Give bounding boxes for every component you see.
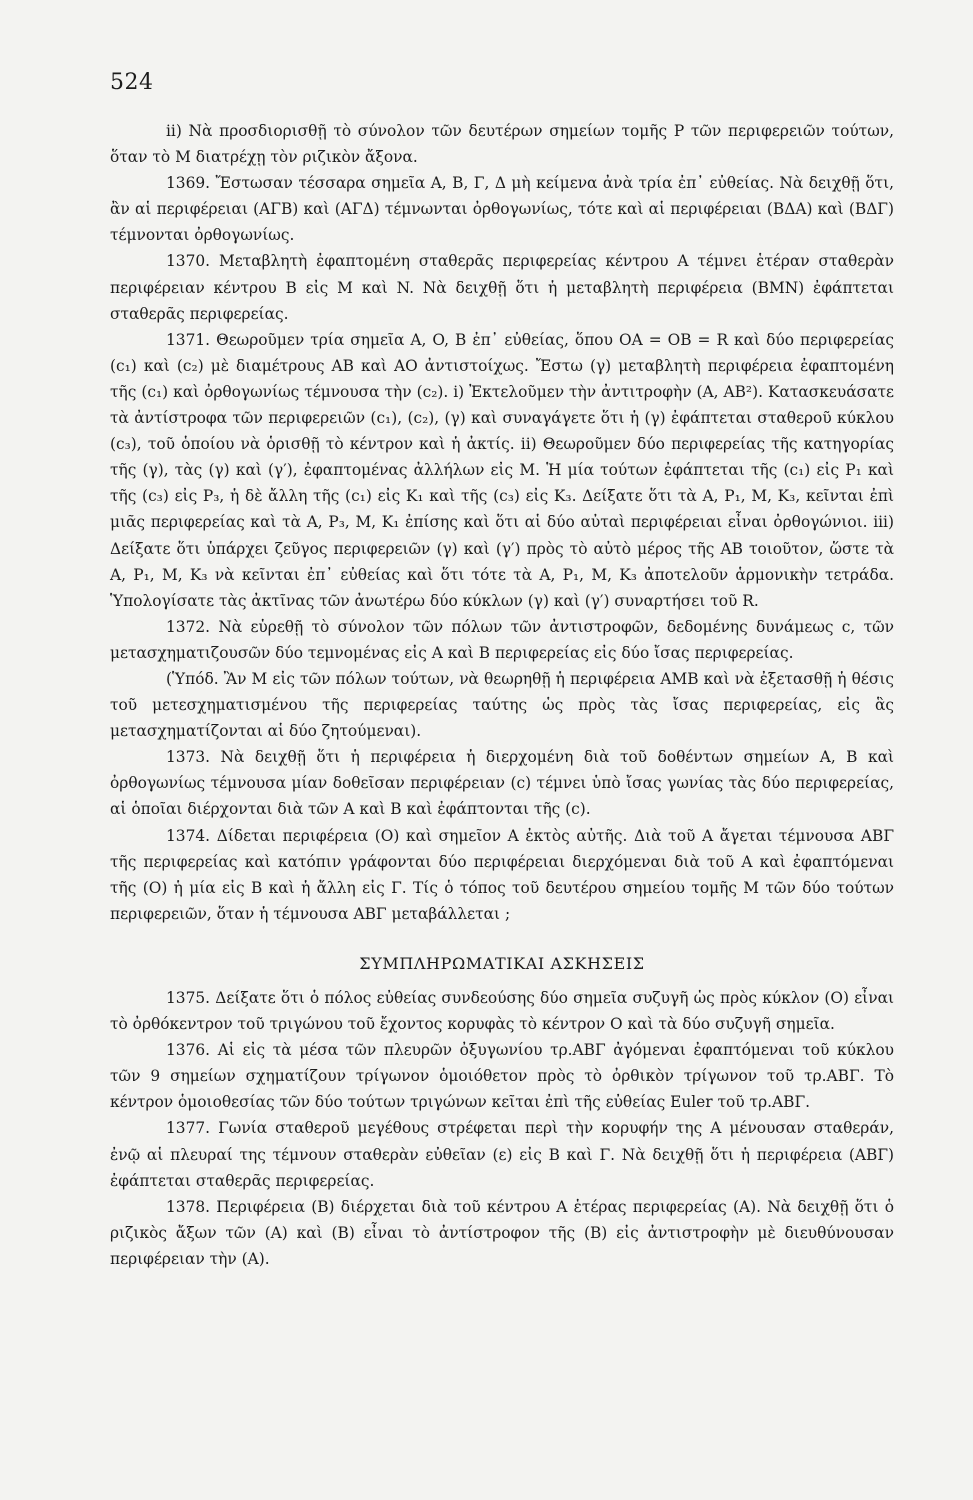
exercise-1373: 1373. Νὰ δειχθῇ ὅτι ἡ περιφέρεια ἡ διερχομένη διὰ τοῦ δοθέντων σημείων A, B καὶ ὀρθογωνίως τέμνουσα μίαν δοθεῖσαν περιφέρειαν (c) τέμνει ὑπὸ ἴσας γωνίας τὰς δύο περιφερείας, αἱ ὁποῖαι διέρχονται διὰ τῶν A καὶ B καὶ ἐφάπτονται τῆς (c).	[110, 748, 894, 819]
exercise-1372-hint: (Ὑπόδ. Ἂν M εἰς τῶν πόλων τούτων, νὰ θεωρηθῇ ἡ περιφέρεια AMB καὶ νὰ ἐξετασθῇ ἡ θέσις τοῦ μετεσχηματισμένου τῆς περιφερείας ταύτης ὡς πρὸς τὰς ἴσας περιφερείας, εἰς ἃς μετασχηματίζονται αἱ δύο ζητούμεναι).	[110, 669, 894, 741]
exercise-1375: 1375. Δείξατε ὅτι ὁ πόλος εὐθείας συνδεούσης δύο σημεῖα συζυγῆ ὡς πρὸς κύκλον (O) εἶναι τὸ ὀρθόκεντρον τοῦ τριγώνου τοῦ ἔχοντος κορυφὰς τὸ κέντρον O καὶ τὰ δύο συζυγῆ σημεῖα.	[110, 989, 894, 1034]
exercise-1372: 1372. Νὰ εὑρεθῇ τὸ σύνολον τῶν πόλων τῶν ἀντιστροφῶν, δεδομένης δυνάμεως c, τῶν μετασχηματιζουσῶν δύο τεμνομένας εἰς A καὶ B περιφερείας εἰς δύο ἴσας περιφερείας.	[110, 617, 894, 662]
exercise-paragraph: ii) Νὰ προσδιορισθῇ τὸ σύνολον τῶν δευτέρων σημείων τομῆς P τῶν περιφερειῶν τούτων, ὅταν τὸ M διατρέχῃ τὸν ριζικὸν ἄξονα.	[110, 122, 894, 167]
exercise-1369: 1369. Ἔστωσαν τέσσαρα σημεῖα A, B, Γ, Δ μὴ κείμενα ἀνὰ τρία ἐπ᾽ εὐθείας. Νὰ δειχθῇ ὅτι, ἂν αἱ περιφέρειαι (ΑΓΒ) καὶ (ΑΓΔ) τέμνωνται ὀρθογωνίως, τότε καὶ αἱ περιφέρειαι (ΒΔΑ) καὶ (ΒΔΓ) τέμνονται ὀρθογωνίως.	[110, 174, 894, 245]
page-body	[110, 118, 894, 1272]
section-heading: ΣΥΜΠΛΗΡΩΜΑΤΙΚΑΙ ΑΣΚΗΣΕΙΣ	[359, 953, 645, 973]
exercise-1377: 1377. Γωνία σταθεροῦ μεγέθους στρέφεται περὶ τὴν κορυφήν της A μένουσαν σταθεράν, ἐνῷ αἱ πλευραί της τέμνουν σταθερὰν εὐθεῖαν (ε) εἰς B καὶ Γ. Νὰ δειχθῇ ὅτι ἡ περιφέρεια (ΑΒΓ) ἐφάπτεται σταθερᾶς περιφερείας.	[110, 1119, 894, 1190]
exercise-1374: 1374. Δίδεται περιφέρεια (O) καὶ σημεῖον A ἐκτὸς αὐτῆς. Διὰ τοῦ A ἄγεται τέμνουσα ΑΒΓ τῆς περιφερείας καὶ κατόπιν γράφονται δύο περιφέρειαι διερχόμεναι διὰ τοῦ A καὶ ἐφαπτόμεναι τῆς (O) ἡ μία εἰς B καὶ ἡ ἄλλη εἰς Γ. Τίς ὁ τόπος τοῦ δευτέρου σημείου τομῆς M τῶν δύο τούτων περιφερειῶν, ὅταν ἡ τέμνουσα ΑΒΓ μεταβάλλεται ;	[110, 826, 894, 923]
exercise-1378: 1378. Περιφέρεια (B) διέρχεται διὰ τοῦ κέντρου A ἑτέρας περιφερείας (A). Νὰ δειχθῇ ὅτι ὁ ριζικὸς ἄξων τῶν (A) καὶ (B) εἶναι τὸ ἀντίστροφον τῆς (B) εἰς ἀντιστροφὴν μὲ διευθύνουσαν περιφέρειαν τὴν (A).	[110, 1197, 894, 1268]
exercise-1371: 1371. Θεωροῦμεν τρία σημεῖα A, O, B ἐπ᾽ εὐθείας, ὅπου OA = OB = R καὶ δύο περιφερείας (c₁) καὶ (c₂) μὲ διαμέτρους AB καὶ AO ἀντιστοίχως. Ἔστω (γ) μεταβλητὴ περιφέρεια ἐφαπτομένη τῆς (c₁) καὶ ὀρθογωνίως τέμνουσα τὴν (c₂). i) Ἐκτελοῦμεν τὴν ἀντιτροφὴν (A, AB²). Κατασκευάσατε τὰ ἀντίστροφα τῶν περιφερειῶν (c₁), (c₂), (γ) καὶ συναγάγετε ὅτι ἡ (γ) ἐφάπτεται σταθεροῦ κύκλου (c₃), τοῦ ὁποίου νὰ ὁρισθῇ τὸ κέντρον καὶ ἡ ἀκτίς. ii) Θεωροῦμεν δύο περιφερείας τῆς κατηγορίας τῆς (γ), τὰς (γ) καὶ (γ′), ἐφαπτομένας ἀλλήλων εἰς M. Ἡ μία τούτων ἐφάπτεται τῆς (c₁) εἰς P₁ καὶ τῆς (c₃) εἰς P₃, ἡ δὲ ἄλλη τῆς (c₁) εἰς K₁ καὶ τῆς (c₃) εἰς K₃. Δείξατε ὅτι τὰ A, P₁, M, K₃, κεῖνται ἐπὶ μιᾶς περιφερείας καὶ τὰ A, P₃, M, K₁ ἐπίσης καὶ ὅτι αἱ δύο αὐταὶ περιφέρειαι εἶναι ὀρθογώνιοι. iii) Δείξατε ὅτι ὑπάρχει ζεῦγος περιφερειῶν (γ) καὶ (γ′) πρὸς τὸ αὐτὸ μέρος τῆς AB τοιοῦτον, ὥστε τὰ A, P₁, M, K₃ νὰ κεῖνται ἐπ᾽ εὐθείας καὶ ὅτι τότε τὰ A, P₁, M, K₃ ἀποτελοῦν ἁρμονικὴν τετράδα. Ὑπολογίσατε τὰς ἀκτῖνας τῶν ἀνωτέρω δύο κύκλων (γ) καὶ (γ′) συναρτήσει τοῦ R.	[110, 330, 894, 610]
exercise-1376: 1376. Αἱ εἰς τὰ μέσα τῶν πλευρῶν ὀξυγωνίου τρ.ΑΒΓ ἀγόμεναι ἐφαπτόμεναι τοῦ κύκλου τῶν 9 σημείων σχηματίζουν τρίγωνον ὁμοιόθετον πρὸς τὸ ὀρθικὸν τρίγωνον τοῦ τρ.ΑΒΓ. Τὸ κέντρον ὁμοιοθεσίας τῶν δύο τούτων τριγώνων κεῖται ἐπὶ τῆς εὐθείας Euler τοῦ τρ.ΑΒΓ.	[110, 1041, 894, 1112]
page-number: 524	[110, 70, 154, 95]
exercise-1370: 1370. Μεταβλητὴ ἐφαπτομένη σταθερᾶς περιφερείας κέντρου A τέμνει ἑτέραν σταθερὰν περιφέρειαν κέντρου B εἰς M καὶ N. Νὰ δειχθῇ ὅτι ἡ μεταβλητὴ περιφέρεια (BMN) ἐφάπτεται σταθερᾶς περιφερείας.	[110, 252, 894, 323]
